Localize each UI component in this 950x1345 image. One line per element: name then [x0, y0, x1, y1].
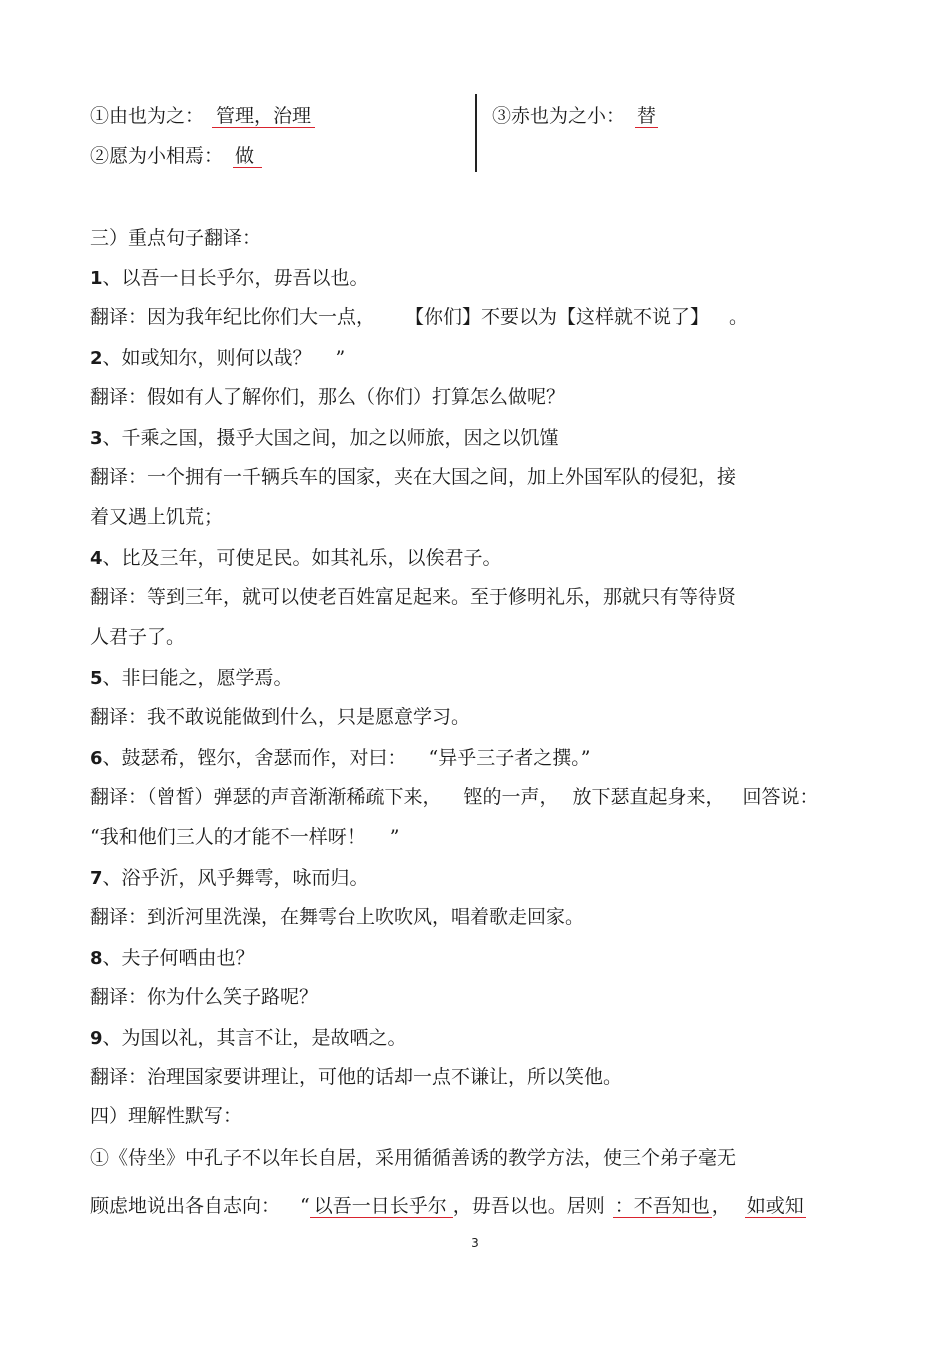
vocab-item-2	[90, 144, 262, 168]
translation-text: 翻译：（曾皙）弹瑟的声音渐渐稀疏下来，	[90, 786, 442, 808]
vocab-answer: 替	[637, 105, 657, 127]
sentence-6	[90, 746, 590, 771]
sentence-text: 、比及三年，可使足民。如其礼乐，以俟君子。	[102, 547, 502, 569]
sentence-number: 6	[90, 748, 103, 769]
dictation-text: ，毋吾以也。居则	[452, 1195, 605, 1217]
dictation-line-1: ①《侍坐》中孔子不以年长自居，采用循循善诱的教学方法，使三个弟子毫无	[90, 1147, 737, 1169]
translation-text: 放下瑟直起身来，	[572, 786, 725, 808]
translation-5: 翻译：我不敢说能做到什么，只是愿意学习。	[90, 706, 471, 728]
sentence-number: 4	[90, 548, 103, 569]
translation-3-cont: 着又遇上饥荒；	[90, 506, 224, 528]
sentence-text: 、浴乎沂，风乎舞雩，咏而归。	[102, 867, 369, 889]
sentence-number: 3	[90, 428, 103, 449]
vocab-item-3	[492, 104, 658, 128]
translation-text: 。	[729, 306, 749, 328]
translation-text: 【你们】不要以为【这样就不说了】	[405, 306, 710, 328]
translation-1	[90, 305, 748, 329]
sentence-text: 、为国以礼，其言不让，是故哂之。	[102, 1027, 407, 1049]
translation-text: 铿的一声，	[463, 786, 559, 808]
vocab-label: ①由也为之：	[90, 105, 205, 127]
vocab-item-1	[90, 104, 315, 128]
column-divider	[475, 94, 477, 172]
sentence-number: 9	[90, 1028, 103, 1049]
section-heading-3: 三）重点句子翻译：	[90, 227, 262, 249]
dictation-text: 顾虑地说出各自志向：	[90, 1195, 281, 1217]
sentence-text: 、如或知尔，则何以哉？	[102, 347, 312, 369]
sentence-5	[90, 666, 293, 691]
sentence-number: 7	[90, 868, 103, 889]
translation-6	[90, 785, 819, 809]
sentence-text: 、非曰能之，愿学焉。	[102, 667, 293, 689]
sentence-3	[90, 426, 559, 451]
translation-4-cont: 人君子了。	[90, 626, 186, 648]
sentence-text: ”	[335, 347, 346, 369]
sentence-text: “异乎三子者之撰。”	[428, 747, 591, 769]
dictation-blank: 以吾一日长乎尔	[310, 1195, 453, 1218]
dictation-line-2	[90, 1194, 806, 1218]
translation-text: 回答说：	[742, 786, 819, 808]
translation-3: 翻译：一个拥有一千辆兵车的国家，夹在大国之间，加上外国军队的侵犯，接	[90, 466, 737, 488]
dictation-blank: ：不吾知也	[614, 1195, 710, 1217]
translation-8: 翻译：你为什么笑子路呢？	[90, 986, 319, 1008]
sentence-number: 2	[90, 348, 103, 369]
sentence-number: 5	[90, 668, 103, 689]
sentence-text: 、以吾一日长乎尔，毋吾以也。	[102, 267, 369, 289]
sentence-1	[90, 266, 369, 291]
section-heading-4: 四）理解性默写：	[90, 1105, 243, 1127]
translation-7: 翻译：到沂河里洗澡，在舞雩台上吹吹风，唱着歌走回家。	[90, 906, 585, 928]
translation-9: 翻译：治理国家要讲理让，可他的话却一点不谦让，所以笑他。	[90, 1066, 623, 1088]
vocab-label: ③赤也为之小：	[492, 105, 626, 127]
dictation-text: “	[300, 1195, 310, 1217]
sentence-9	[90, 1026, 407, 1051]
translation-2: 翻译：假如有人了解你们，那么（你们）打算怎么做呢？	[90, 386, 566, 408]
sentence-number: 1	[90, 268, 103, 289]
page-number: 3	[471, 1236, 479, 1250]
translation-text: “我和他们三人的才能不一样呀！	[90, 826, 366, 848]
vocab-answer: 管理，治理	[212, 105, 315, 128]
sentence-number: 8	[90, 948, 103, 969]
sentence-text: 、千乘之国，摄乎大国之间，加之以师旅，因之以饥馑	[102, 427, 559, 449]
sentence-text: 、夫子何哂由也？	[102, 947, 255, 969]
sentence-7	[90, 866, 369, 891]
sentence-text: 、鼓瑟希，铿尔，舍瑟而作，对曰：	[102, 747, 407, 769]
vocab-answer: 做	[233, 145, 262, 168]
sentence-4	[90, 546, 502, 571]
translation-text: 翻译：因为我年纪比你们大一点，	[90, 306, 376, 328]
translation-text: ”	[389, 826, 400, 848]
sentence-8	[90, 946, 255, 971]
vocab-label: ②愿为小相焉：	[90, 145, 224, 167]
translation-4: 翻译：等到三年，就可以使老百姓富足起来。至于修明礼乐，那就只有等待贤	[90, 586, 737, 608]
dictation-text: ，	[711, 1195, 731, 1217]
sentence-2	[90, 346, 345, 371]
dictation-blank: 如或知	[746, 1195, 804, 1217]
translation-6-cont	[90, 825, 399, 849]
